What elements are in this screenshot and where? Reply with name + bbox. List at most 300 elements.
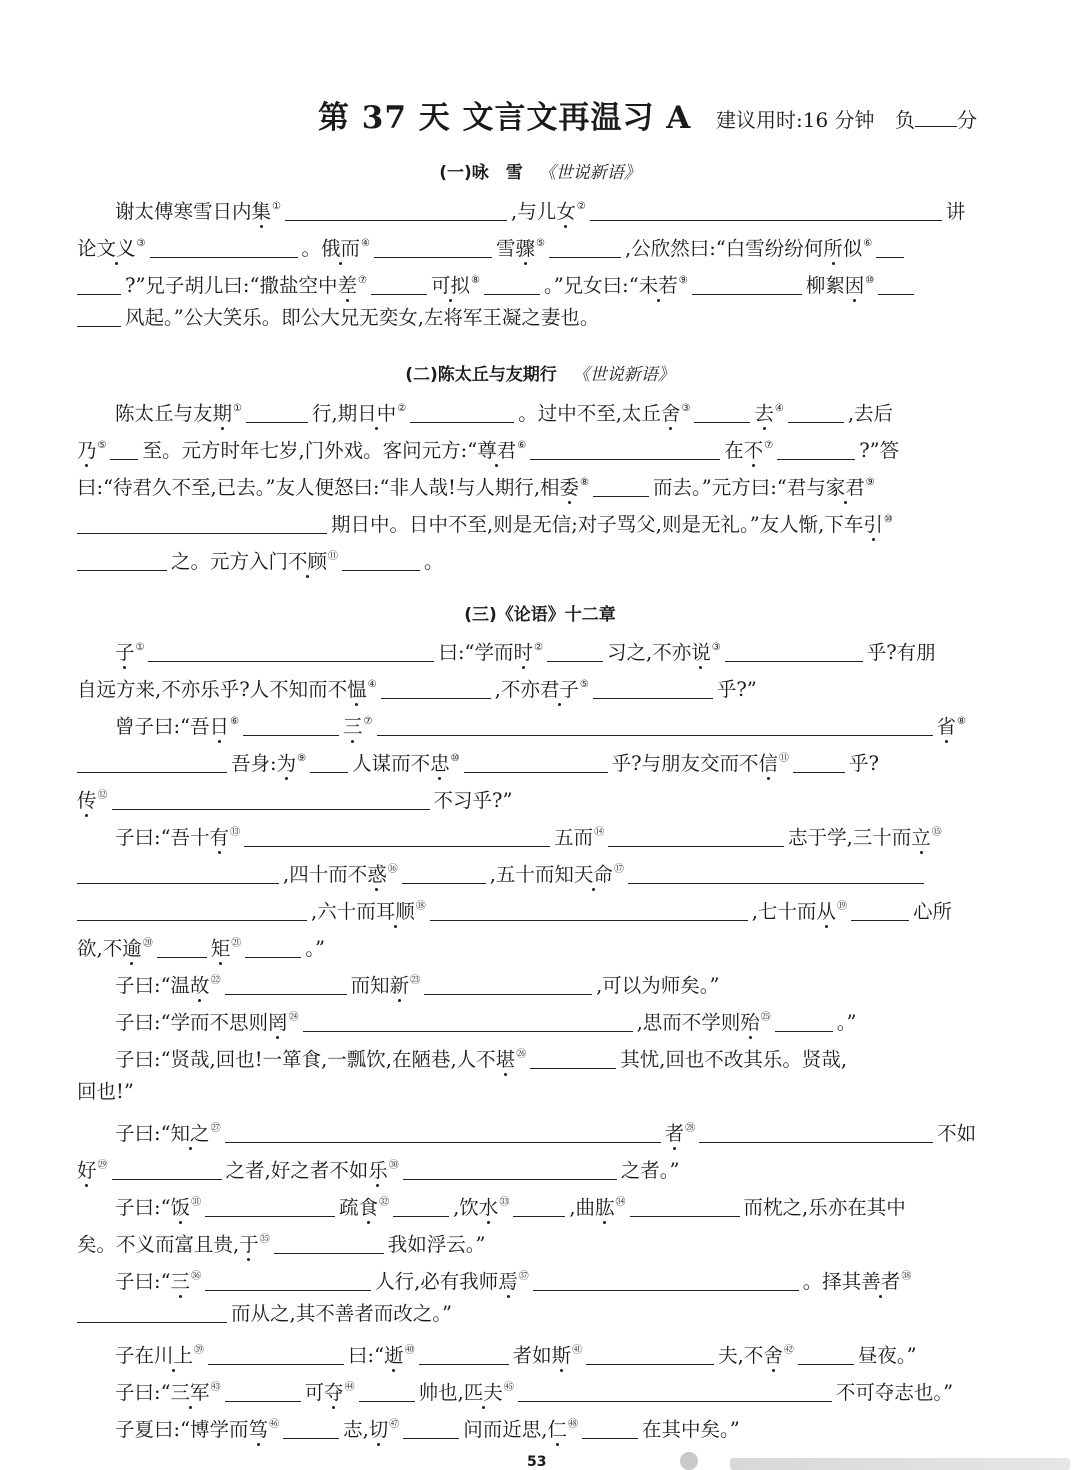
- answer-blank[interactable]: [630, 1196, 740, 1217]
- note-mark: ㊴: [194, 1345, 205, 1356]
- dotted-word: 食: [358, 1196, 379, 1219]
- passage-2-line-3: [77, 464, 1017, 506]
- dotted-word: 立: [911, 826, 931, 849]
- answer-blank[interactable]: [725, 641, 863, 662]
- answer-blank[interactable]: [484, 274, 540, 295]
- passage-3-line-19: [77, 1295, 1017, 1332]
- text: 曰:“待君久不至,已去。”友人便怒曰:“非人哉!与人期行,相: [77, 476, 560, 499]
- text: 陈太丘与友: [115, 402, 213, 425]
- text: ,不亦: [494, 678, 540, 701]
- passage-1-line-4: [77, 299, 1017, 336]
- text: 。: [424, 550, 444, 573]
- answer-blank[interactable]: [593, 678, 713, 699]
- dotted-word: 乐: [368, 1159, 388, 1182]
- note-mark: ④: [774, 403, 784, 414]
- dotted-word: 忠: [430, 752, 450, 775]
- text: 夫,不: [718, 1344, 764, 1367]
- text: ?”兄子胡儿曰:“撒盐空中: [125, 274, 338, 297]
- passage-2-line-2: [77, 427, 1017, 469]
- note-mark: ㊹: [344, 1382, 355, 1393]
- note-mark: ②: [534, 642, 544, 653]
- answer-blank[interactable]: [377, 715, 933, 736]
- text: 自远方来,不亦乐乎?人不知而不: [77, 678, 348, 701]
- note-mark: ⑱: [415, 901, 426, 912]
- text: 昼夜。”: [857, 1344, 917, 1367]
- text: 行,期: [312, 402, 358, 425]
- answer-blank[interactable]: [77, 513, 327, 534]
- dotted-word: 故: [190, 974, 210, 997]
- text: 欲,不: [77, 937, 123, 960]
- passage-3-line-7: [77, 851, 1017, 893]
- passage-3-line-12: [77, 1036, 1017, 1078]
- answer-blank[interactable]: [371, 274, 427, 295]
- answer-blank[interactable]: [342, 550, 420, 571]
- text: 而去。”元方曰:“君与: [653, 476, 826, 499]
- text: ,曲: [569, 1196, 596, 1219]
- answer-blank[interactable]: [274, 1233, 384, 1254]
- passage-3-line-8: [77, 888, 1017, 930]
- dotted-word: 三: [343, 715, 363, 738]
- text: ,思而不学则: [636, 1011, 741, 1034]
- note-mark: ⑥: [517, 440, 527, 451]
- answer-blank[interactable]: [150, 237, 298, 258]
- section-title-2: [0, 360, 1080, 385]
- dotted-word: 不: [743, 439, 764, 462]
- dotted-word: 舍: [660, 402, 681, 425]
- note-mark: ⑪: [328, 551, 339, 562]
- dotted-word: 有: [209, 826, 230, 849]
- watermark: [680, 1450, 1080, 1470]
- answer-blank[interactable]: [586, 1344, 714, 1365]
- dotted-word: 仁: [547, 1418, 567, 1441]
- text: ,饮: [453, 1196, 479, 1219]
- page-number: 53: [527, 1454, 547, 1470]
- dotted-word: 耳顺: [375, 900, 415, 923]
- note-mark: ㉖: [516, 1049, 527, 1060]
- passage-3-line-1: [77, 629, 1017, 671]
- text: 我如浮云。”: [387, 1233, 486, 1256]
- answer-blank[interactable]: [699, 1122, 933, 1143]
- passage-1-line-2: [77, 225, 1017, 267]
- text: ,七十而: [751, 900, 817, 923]
- answer-blank[interactable]: [775, 1011, 833, 1032]
- text: 者如: [512, 1344, 552, 1367]
- note-mark: ⑥: [863, 238, 873, 249]
- answer-blank[interactable]: [225, 1381, 301, 1402]
- text: ,六十而: [311, 900, 376, 923]
- text: ,四十而不: [283, 863, 368, 886]
- answer-blank[interactable]: [243, 715, 339, 736]
- note-mark: ③: [681, 403, 691, 414]
- note-mark: ④: [361, 238, 370, 249]
- answer-blank[interactable]: [381, 678, 491, 699]
- dotted-word: 说: [691, 641, 711, 664]
- text: 不可夺志也。”: [835, 1381, 954, 1404]
- answer-blank[interactable]: [246, 402, 308, 423]
- answer-blank[interactable]: [77, 550, 167, 571]
- answer-blank[interactable]: [157, 937, 207, 958]
- answer-blank[interactable]: [608, 826, 784, 847]
- passage-3-line-9: [77, 925, 1017, 967]
- note-mark: ⑤: [536, 238, 545, 249]
- answer-blank[interactable]: [244, 826, 550, 847]
- answer-blank[interactable]: [245, 937, 301, 958]
- passage-3-line-17: [77, 1221, 1017, 1263]
- answer-blank[interactable]: [112, 789, 430, 810]
- text: 乎?与朋友交而不: [611, 752, 759, 775]
- answer-blank[interactable]: [359, 1381, 415, 1402]
- text: 至。元方时年七岁,门外戏。客问元方:“: [142, 439, 478, 462]
- answer-blank[interactable]: [310, 752, 348, 773]
- note-mark: ㉕: [760, 1012, 771, 1023]
- text: ,去后: [847, 402, 894, 425]
- dotted-word: 三: [170, 1270, 191, 1293]
- answer-blank[interactable]: [876, 237, 904, 258]
- answer-blank[interactable]: [77, 863, 279, 884]
- note-mark: ㉘: [685, 1123, 696, 1134]
- dotted-word: 期: [212, 402, 233, 425]
- answer-blank[interactable]: [225, 1122, 661, 1143]
- answer-blank[interactable]: [225, 974, 347, 995]
- dotted-word: 乃: [77, 439, 97, 462]
- answer-blank[interactable]: [410, 402, 514, 423]
- answer-blank[interactable]: [694, 402, 750, 423]
- text: 期日中。日中不至,则是无信;对子骂父,则是无礼。”友人惭,下车: [331, 513, 864, 536]
- passage-3-line-18: [77, 1258, 1017, 1300]
- answer-blank[interactable]: [878, 274, 914, 295]
- text: 其忧,回也不改其乐。贤哉,: [620, 1048, 848, 1071]
- answer-blank[interactable]: [77, 1302, 227, 1323]
- text: ,五十而知: [489, 863, 574, 886]
- answer-blank[interactable]: [628, 863, 924, 884]
- dotted-word: 水: [478, 1196, 499, 1219]
- text: ,与儿: [511, 200, 557, 223]
- text: 乎?: [849, 752, 880, 775]
- text: 风起。”公大笑乐。即公大兄无奕女,左将军王凝之妻也。: [125, 306, 600, 329]
- dotted-word: 善者: [861, 1270, 901, 1293]
- dotted-word: 惑: [367, 863, 387, 886]
- note-mark: ⑦: [764, 440, 774, 451]
- score-unit: 分: [957, 108, 977, 132]
- dotted-word: 不顾: [288, 550, 328, 573]
- text: 之者。”: [620, 1159, 680, 1182]
- answer-blank[interactable]: [148, 641, 434, 662]
- note-mark: ㊳: [901, 1271, 912, 1282]
- answer-blank[interactable]: [208, 1344, 344, 1365]
- text: 。: [301, 237, 322, 260]
- dotted-word: 未若: [638, 274, 678, 297]
- dotted-word: 于: [239, 1233, 259, 1256]
- passage-3-line-21: [77, 1369, 1017, 1411]
- score-field: [895, 104, 977, 133]
- text: 心所: [912, 900, 952, 923]
- dotted-word: 差: [337, 274, 357, 297]
- text: 志于学,三十而: [788, 826, 912, 849]
- note-mark: ③: [711, 642, 721, 653]
- watermark-text-blur: [730, 1458, 1070, 1470]
- note-mark: ⑧: [580, 477, 590, 488]
- note-mark: ④: [367, 679, 377, 690]
- answer-blank[interactable]: [403, 1159, 617, 1180]
- text: 而从之,其不善者而改之。”: [231, 1302, 452, 1325]
- note-mark: ㊽: [568, 1419, 578, 1430]
- note-mark: ⑭: [594, 827, 605, 838]
- note-mark: ㉔: [288, 1012, 299, 1023]
- dotted-word: 天命: [573, 863, 613, 886]
- text: 柳絮: [805, 274, 845, 297]
- answer-blank[interactable]: [851, 900, 909, 921]
- dotted-word: 夺: [324, 1381, 344, 1404]
- note-mark: ②: [397, 403, 407, 414]
- dotted-word: 家君: [825, 476, 865, 499]
- text: 谢太傅寒雪日内: [115, 200, 252, 223]
- dotted-word: 好: [77, 1159, 97, 1182]
- note-mark: ㊲: [518, 1271, 529, 1282]
- dotted-word: 堪: [495, 1048, 516, 1071]
- text: 子曰:“: [115, 1196, 171, 1219]
- answer-blank[interactable]: [303, 1011, 633, 1032]
- note-mark: ⑨: [865, 477, 875, 488]
- answer-blank[interactable]: [77, 752, 227, 773]
- answer-blank[interactable]: [205, 1196, 335, 1217]
- note-mark: ㊸: [210, 1382, 221, 1393]
- dotted-word: 切: [368, 1418, 389, 1441]
- text: 五而: [554, 826, 594, 849]
- text: 习之,不亦: [607, 641, 692, 664]
- dotted-word: 舍: [763, 1344, 783, 1367]
- note-mark: ③: [136, 238, 146, 249]
- note-mark: ㉞: [615, 1197, 626, 1208]
- dotted-word: 从: [816, 900, 836, 923]
- answer-blank[interactable]: [285, 200, 507, 221]
- answer-blank[interactable]: [549, 237, 621, 258]
- dotted-word: 川上: [154, 1344, 194, 1367]
- note-mark: ㉙: [97, 1160, 108, 1171]
- dotted-word: 文义: [96, 237, 136, 260]
- text: 子曰:“: [115, 1381, 171, 1404]
- text: 回也!”: [77, 1080, 134, 1103]
- dotted-word: 时: [513, 641, 534, 664]
- dotted-word: 子: [115, 641, 135, 664]
- note-mark: ⑳: [142, 938, 153, 949]
- text: 曰:“: [348, 1344, 385, 1367]
- answer-blank[interactable]: [777, 439, 855, 460]
- text: 问而近思,: [463, 1418, 548, 1441]
- note-mark: ㉗: [210, 1123, 221, 1134]
- answer-blank[interactable]: [374, 237, 492, 258]
- text: 。”: [836, 1011, 857, 1034]
- dotted-word: 饭: [170, 1196, 191, 1219]
- dotted-word: 信: [758, 752, 779, 775]
- note-mark: ⑩: [450, 753, 460, 764]
- passage-1-line-3: [77, 262, 1017, 304]
- answer-blank[interactable]: [424, 974, 592, 995]
- text: 吾身:: [231, 752, 277, 775]
- dotted-word: 愠: [347, 678, 367, 701]
- note-mark: ⑬: [230, 827, 241, 838]
- dotted-word: 笃: [248, 1418, 269, 1441]
- answer-blank[interactable]: [419, 1344, 509, 1365]
- answer-blank[interactable]: [590, 200, 942, 221]
- answer-blank[interactable]: [77, 306, 121, 327]
- passage-1-line-1: [77, 188, 1017, 230]
- section-title-1: [0, 158, 1080, 183]
- text: ,公欣然曰:“白雪纷纷: [625, 237, 804, 260]
- answer-blank[interactable]: [430, 900, 748, 921]
- passage-2-line-1: [77, 390, 1017, 432]
- passage-3-line-2: [77, 666, 1017, 708]
- passage-3-line-10: [77, 962, 1017, 1004]
- section-2-source: 《世说新语》: [572, 365, 675, 385]
- dotted-word: 俄而: [321, 237, 361, 260]
- note-mark: ⑧: [470, 275, 480, 286]
- answer-blank[interactable]: [798, 1344, 854, 1365]
- text: 子在: [115, 1344, 155, 1367]
- answer-blank[interactable]: [533, 1270, 799, 1291]
- text: 雪: [496, 237, 516, 260]
- note-mark: ⑰: [613, 864, 624, 875]
- note-mark: ①: [272, 201, 281, 212]
- dotted-word: 焉: [498, 1270, 518, 1293]
- section-3-heading: (三)《论语》十二章: [464, 605, 616, 625]
- text: 子曰:“: [115, 1270, 171, 1293]
- passage-3-line-14: [77, 1110, 1017, 1152]
- suggested-time: 建议用时:16 分钟: [716, 108, 875, 132]
- answer-blank[interactable]: [547, 641, 603, 662]
- note-mark: ㊵: [404, 1345, 415, 1356]
- answer-blank[interactable]: [692, 274, 802, 295]
- passage-2-line-5: [77, 538, 1017, 580]
- answer-blank[interactable]: [403, 1418, 459, 1439]
- note-mark: ㊱: [191, 1271, 202, 1282]
- dotted-word: 三军: [170, 1381, 210, 1404]
- answer-blank[interactable]: [513, 1196, 565, 1217]
- passage-3-line-6: [77, 814, 1017, 856]
- answer-blank[interactable]: [793, 752, 845, 773]
- answer-blank[interactable]: [464, 752, 608, 773]
- dotted-word: 省: [936, 715, 957, 738]
- passage-3-line-15: [77, 1147, 1017, 1189]
- section-2-heading: (二)陈太丘与友期行: [405, 365, 557, 385]
- dotted-word: 匹夫: [463, 1381, 503, 1404]
- text: 在其中矣。”: [642, 1418, 740, 1441]
- note-mark: ㊺: [503, 1382, 514, 1393]
- dotted-word: 日中: [357, 402, 397, 425]
- note-mark: ⑧: [957, 716, 966, 727]
- text: 子曰:“: [115, 1122, 171, 1145]
- dotted-word: 女: [556, 200, 576, 223]
- note-mark: ⑤: [97, 440, 107, 451]
- note-mark: ②: [576, 201, 586, 212]
- note-mark: ①: [233, 403, 242, 414]
- dotted-word: 逝: [384, 1344, 404, 1367]
- answer-blank[interactable]: [530, 1048, 616, 1069]
- dotted-word: 罔: [268, 1011, 288, 1034]
- answer-blank[interactable]: [110, 439, 138, 460]
- text: 可: [304, 1381, 325, 1404]
- page-header: [0, 92, 1080, 142]
- text: 乎?”: [716, 678, 757, 701]
- text: 而枕之,乐亦在其中: [743, 1196, 906, 1219]
- note-mark: ⑫: [97, 790, 108, 801]
- note-mark: ㊼: [389, 1419, 400, 1430]
- dotted-word: 知之: [170, 1122, 210, 1145]
- score-label: 负: [895, 108, 915, 132]
- answer-blank[interactable]: [393, 1196, 449, 1217]
- passage-3-line-11: [77, 999, 1017, 1041]
- passage-3-line-16: [77, 1184, 1017, 1226]
- text: 帅也,: [418, 1381, 464, 1404]
- dotted-word: 集: [251, 200, 272, 223]
- note-mark: ⑲: [836, 901, 847, 912]
- passage-3-line-22: [77, 1406, 1017, 1448]
- text: ,可以为师矣。”: [596, 974, 720, 997]
- note-mark: ⑮: [931, 827, 942, 838]
- answer-blank[interactable]: [530, 439, 720, 460]
- dotted-word: 为: [276, 752, 297, 775]
- answer-blank[interactable]: [402, 863, 486, 884]
- passage-3-line-13: [77, 1073, 1017, 1110]
- note-mark: ㉓: [410, 975, 421, 986]
- passage-3-line-5: [77, 777, 1017, 819]
- text: 不如: [937, 1122, 977, 1145]
- text: 而知: [350, 974, 390, 997]
- note-mark: ㉝: [499, 1197, 510, 1208]
- answer-blank[interactable]: [205, 1270, 371, 1291]
- answer-blank[interactable]: [112, 1159, 222, 1180]
- dotted-word: 何所似: [803, 237, 863, 260]
- dotted-word: 逾: [122, 937, 142, 960]
- text: 论: [77, 237, 97, 260]
- text: 讲: [945, 200, 966, 223]
- watermark-logo-icon: [680, 1452, 698, 1470]
- note-mark: ㉛: [191, 1197, 202, 1208]
- dotted-word: 委: [559, 476, 580, 499]
- dotted-word: 肱: [595, 1196, 615, 1219]
- dotted-word: 日: [209, 715, 230, 738]
- answer-blank[interactable]: [77, 900, 307, 921]
- dotted-word: 传: [77, 789, 97, 812]
- text: 。择其: [802, 1270, 862, 1293]
- text: 疏: [339, 1196, 359, 1219]
- text: 曾子曰:“吾: [115, 715, 210, 738]
- answer-blank[interactable]: [788, 402, 844, 423]
- answer-blank[interactable]: [593, 476, 649, 497]
- dotted-word: 斯: [551, 1344, 572, 1367]
- dotted-word: 者: [664, 1122, 685, 1145]
- section-title-3: [0, 600, 1080, 625]
- answer-blank[interactable]: [518, 1381, 832, 1402]
- text: 乎?有朋: [866, 641, 936, 664]
- passage-3-line-4: [77, 740, 1017, 782]
- note-mark: ⑦: [363, 716, 373, 727]
- text: 在: [724, 439, 744, 462]
- answer-blank[interactable]: [77, 274, 121, 295]
- text: 。过中不至,太丘: [518, 402, 661, 425]
- note-mark: ㊷: [783, 1345, 794, 1356]
- dotted-word: 去: [754, 402, 774, 425]
- score-blank[interactable]: [915, 108, 957, 127]
- answer-blank[interactable]: [283, 1418, 339, 1439]
- text: 人行,必有我师: [375, 1270, 499, 1293]
- page-title: 第 37 天 文言文再温习 A: [318, 100, 692, 136]
- text: 人谋而不: [352, 752, 431, 775]
- dotted-word: 君子: [539, 678, 579, 701]
- answer-blank[interactable]: [582, 1418, 638, 1439]
- section-1-source: 《世说新语》: [538, 163, 641, 183]
- text: 之。元方入门: [171, 550, 289, 573]
- dotted-word: 可拟: [430, 274, 470, 297]
